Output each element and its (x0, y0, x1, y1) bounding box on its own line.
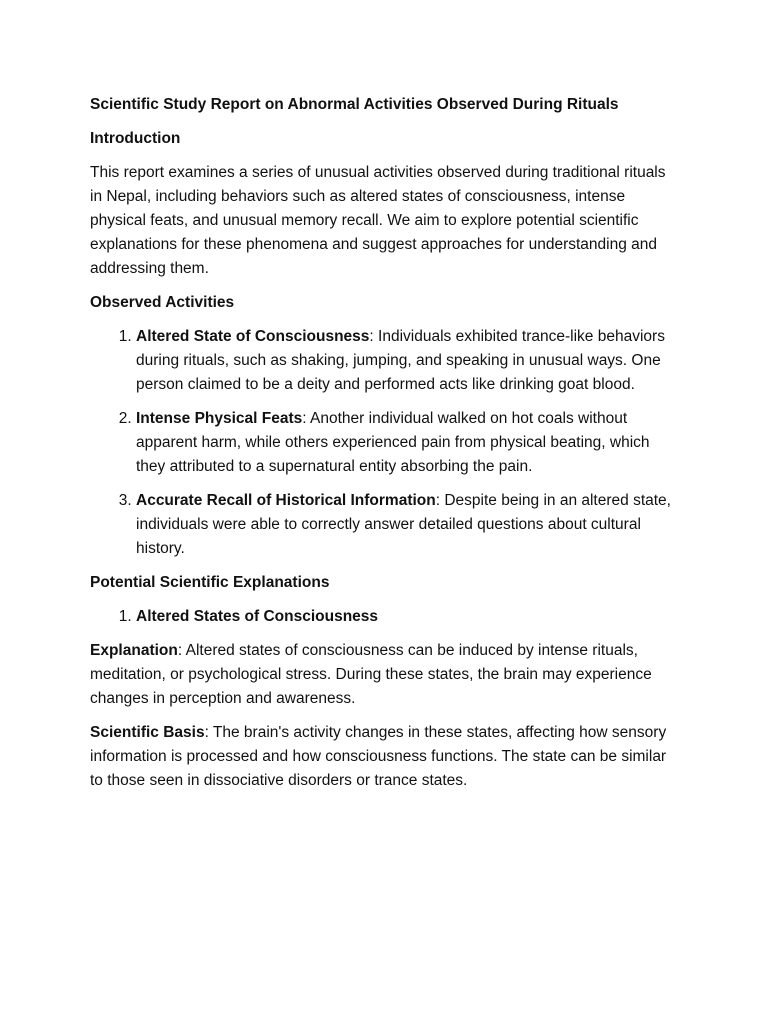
scientific-basis-paragraph (90, 721, 680, 793)
observed-activities-list (90, 325, 680, 561)
list-item (136, 489, 680, 561)
observed-activities-heading: Observed Activities (90, 294, 235, 311)
scientific-basis-label: Scientific Basis (90, 724, 205, 741)
list-item (136, 605, 680, 629)
list-item-text: : Individuals exhibited trance-like behaviors during rituals, such as shaking, jumping, and speaking in unusual ways. One person claimed to be a deity and performed acts like drinking goat blood. (136, 328, 665, 393)
list-item-term: Intense Physical Feats (136, 410, 303, 427)
explanations-list (90, 605, 680, 629)
list-item (136, 325, 680, 397)
list-item-text: : Despite being in an altered state, individuals were able to correctly answer detailed questions about cultural history. (136, 492, 671, 557)
explanations-heading: Potential Scientific Explanations (90, 574, 330, 591)
explanation-text: : Altered states of consciousness can be induced by intense rituals, meditation, or psychological stress. During these states, the brain may experience changes in perception and awareness. (90, 642, 652, 707)
document-title: Scientific Study Report on Abnormal Activities Observed During Rituals (90, 96, 619, 113)
scientific-basis-text: : The brain's activity changes in these states, affecting how sensory information is processed and how consciousness functions. The state can be similar to those seen in dissociative disorders or trance states. (90, 724, 667, 789)
explanation-paragraph (90, 639, 680, 711)
explanation-label: Explanation (90, 642, 178, 659)
list-item (136, 407, 680, 479)
list-item-text: : Another individual walked on hot coals without apparent harm, while others experienced pain from physical beating, which they attributed to a supernatural entity absorbing the pain. (136, 410, 650, 475)
introduction-paragraph: This report examines a series of unusual activities observed during traditional rituals in Nepal, including behaviors such as altered states of consciousness, intense physical feats, and unusual memory recall. We aim to explore potential scientific explanations for these phenomena and suggest approaches for understanding and addressing them. (90, 164, 666, 277)
list-item-term: Altered States of Consciousness (136, 608, 379, 625)
list-item-term: Altered State of Consciousness (136, 328, 370, 345)
list-item-term: Accurate Recall of Historical Information (136, 492, 436, 509)
introduction-heading: Introduction (90, 130, 181, 147)
